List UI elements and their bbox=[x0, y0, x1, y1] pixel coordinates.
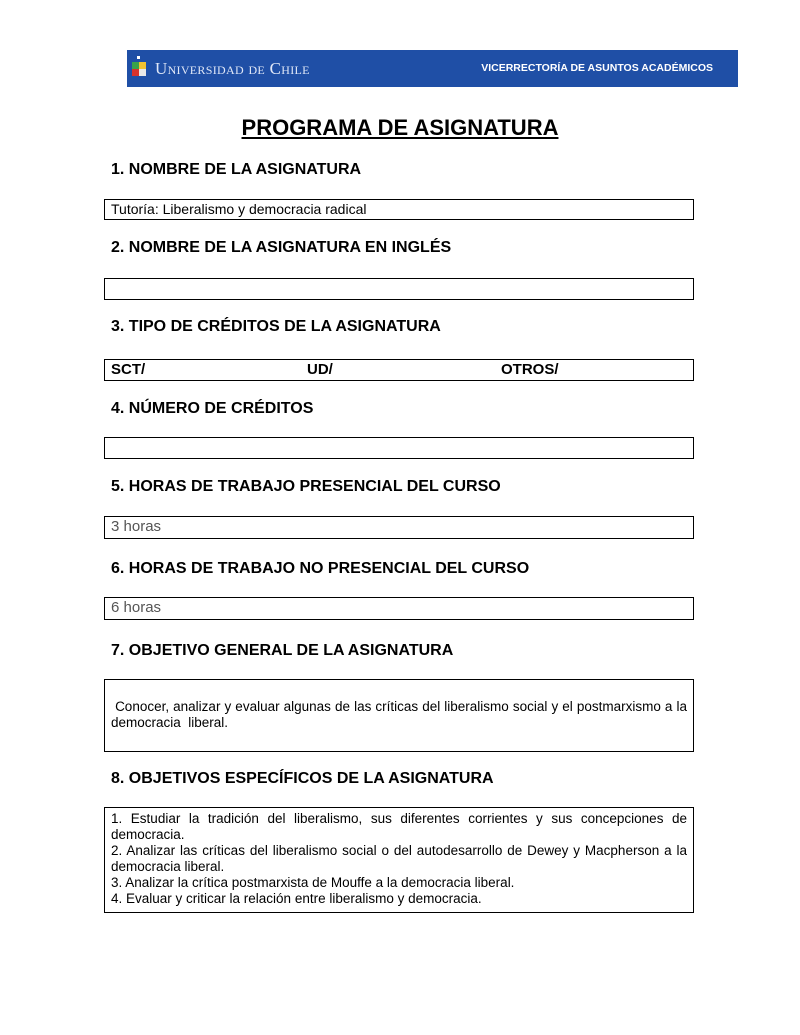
credit-sct: SCT/ bbox=[111, 361, 146, 378]
university-name: Universidad de Chile bbox=[155, 59, 310, 78]
section-heading: 8. OBJETIVOS ESPECÍFICOS DE LA ASIGNATURA bbox=[111, 770, 494, 787]
general-objective-field: Conocer, analizar y evaluar algunas de las críticas del liberalismo social y el postmarxismo a la democracia liberal. bbox=[104, 679, 694, 752]
in-person-hours-field: 3 horas bbox=[104, 516, 694, 539]
credit-ud: UD/ bbox=[307, 361, 333, 378]
course-name-field: Tutoría: Liberalismo y democracia radical bbox=[104, 199, 694, 220]
course-name-english-field bbox=[104, 278, 694, 300]
credit-number-field bbox=[104, 437, 694, 459]
section-heading: 1. NOMBRE DE LA ASIGNATURA bbox=[111, 161, 362, 178]
section-heading: 6. HORAS DE TRABAJO NO PRESENCIAL DEL CURSO bbox=[111, 560, 530, 577]
objective-item: 3. Analizar la crítica postmarxista de Mouffe a la democracia liberal. bbox=[111, 875, 515, 890]
credit-otros: OTROS/ bbox=[501, 361, 559, 378]
university-logo-icon bbox=[132, 56, 146, 82]
header-banner bbox=[127, 50, 738, 87]
objective-item: 1. Estudiar la tradición del liberalismo, sus diferentes corrientes y sus concepciones de democracia. bbox=[111, 811, 687, 842]
section-heading: 4. NÚMERO DE CRÉDITOS bbox=[111, 400, 314, 417]
section-heading: 2. NOMBRE DE LA ASIGNATURA EN INGLÉS bbox=[111, 239, 452, 256]
specific-objectives-field bbox=[104, 807, 694, 913]
section-heading: 7. OBJETIVO GENERAL DE LA ASIGNATURA bbox=[111, 642, 454, 659]
credit-type-field bbox=[104, 359, 694, 381]
office-name: VICERRECTORÍA DE ASUNTOS ACADÉMICOS bbox=[481, 62, 713, 74]
section-heading: 5. HORAS DE TRABAJO PRESENCIAL DEL CURSO bbox=[111, 478, 501, 495]
section-heading: 3. TIPO DE CRÉDITOS DE LA ASIGNATURA bbox=[111, 318, 441, 335]
page-title: PROGRAMA DE ASIGNATURA bbox=[241, 115, 559, 140]
objective-item: 2. Analizar las críticas del liberalismo social o del autodesarrollo de Dewey y Macpherson a la democracia liberal. bbox=[111, 843, 687, 874]
objective-item: 4. Evaluar y criticar la relación entre liberalismo y democracia. bbox=[111, 891, 482, 906]
remote-hours-field: 6 horas bbox=[104, 597, 694, 620]
